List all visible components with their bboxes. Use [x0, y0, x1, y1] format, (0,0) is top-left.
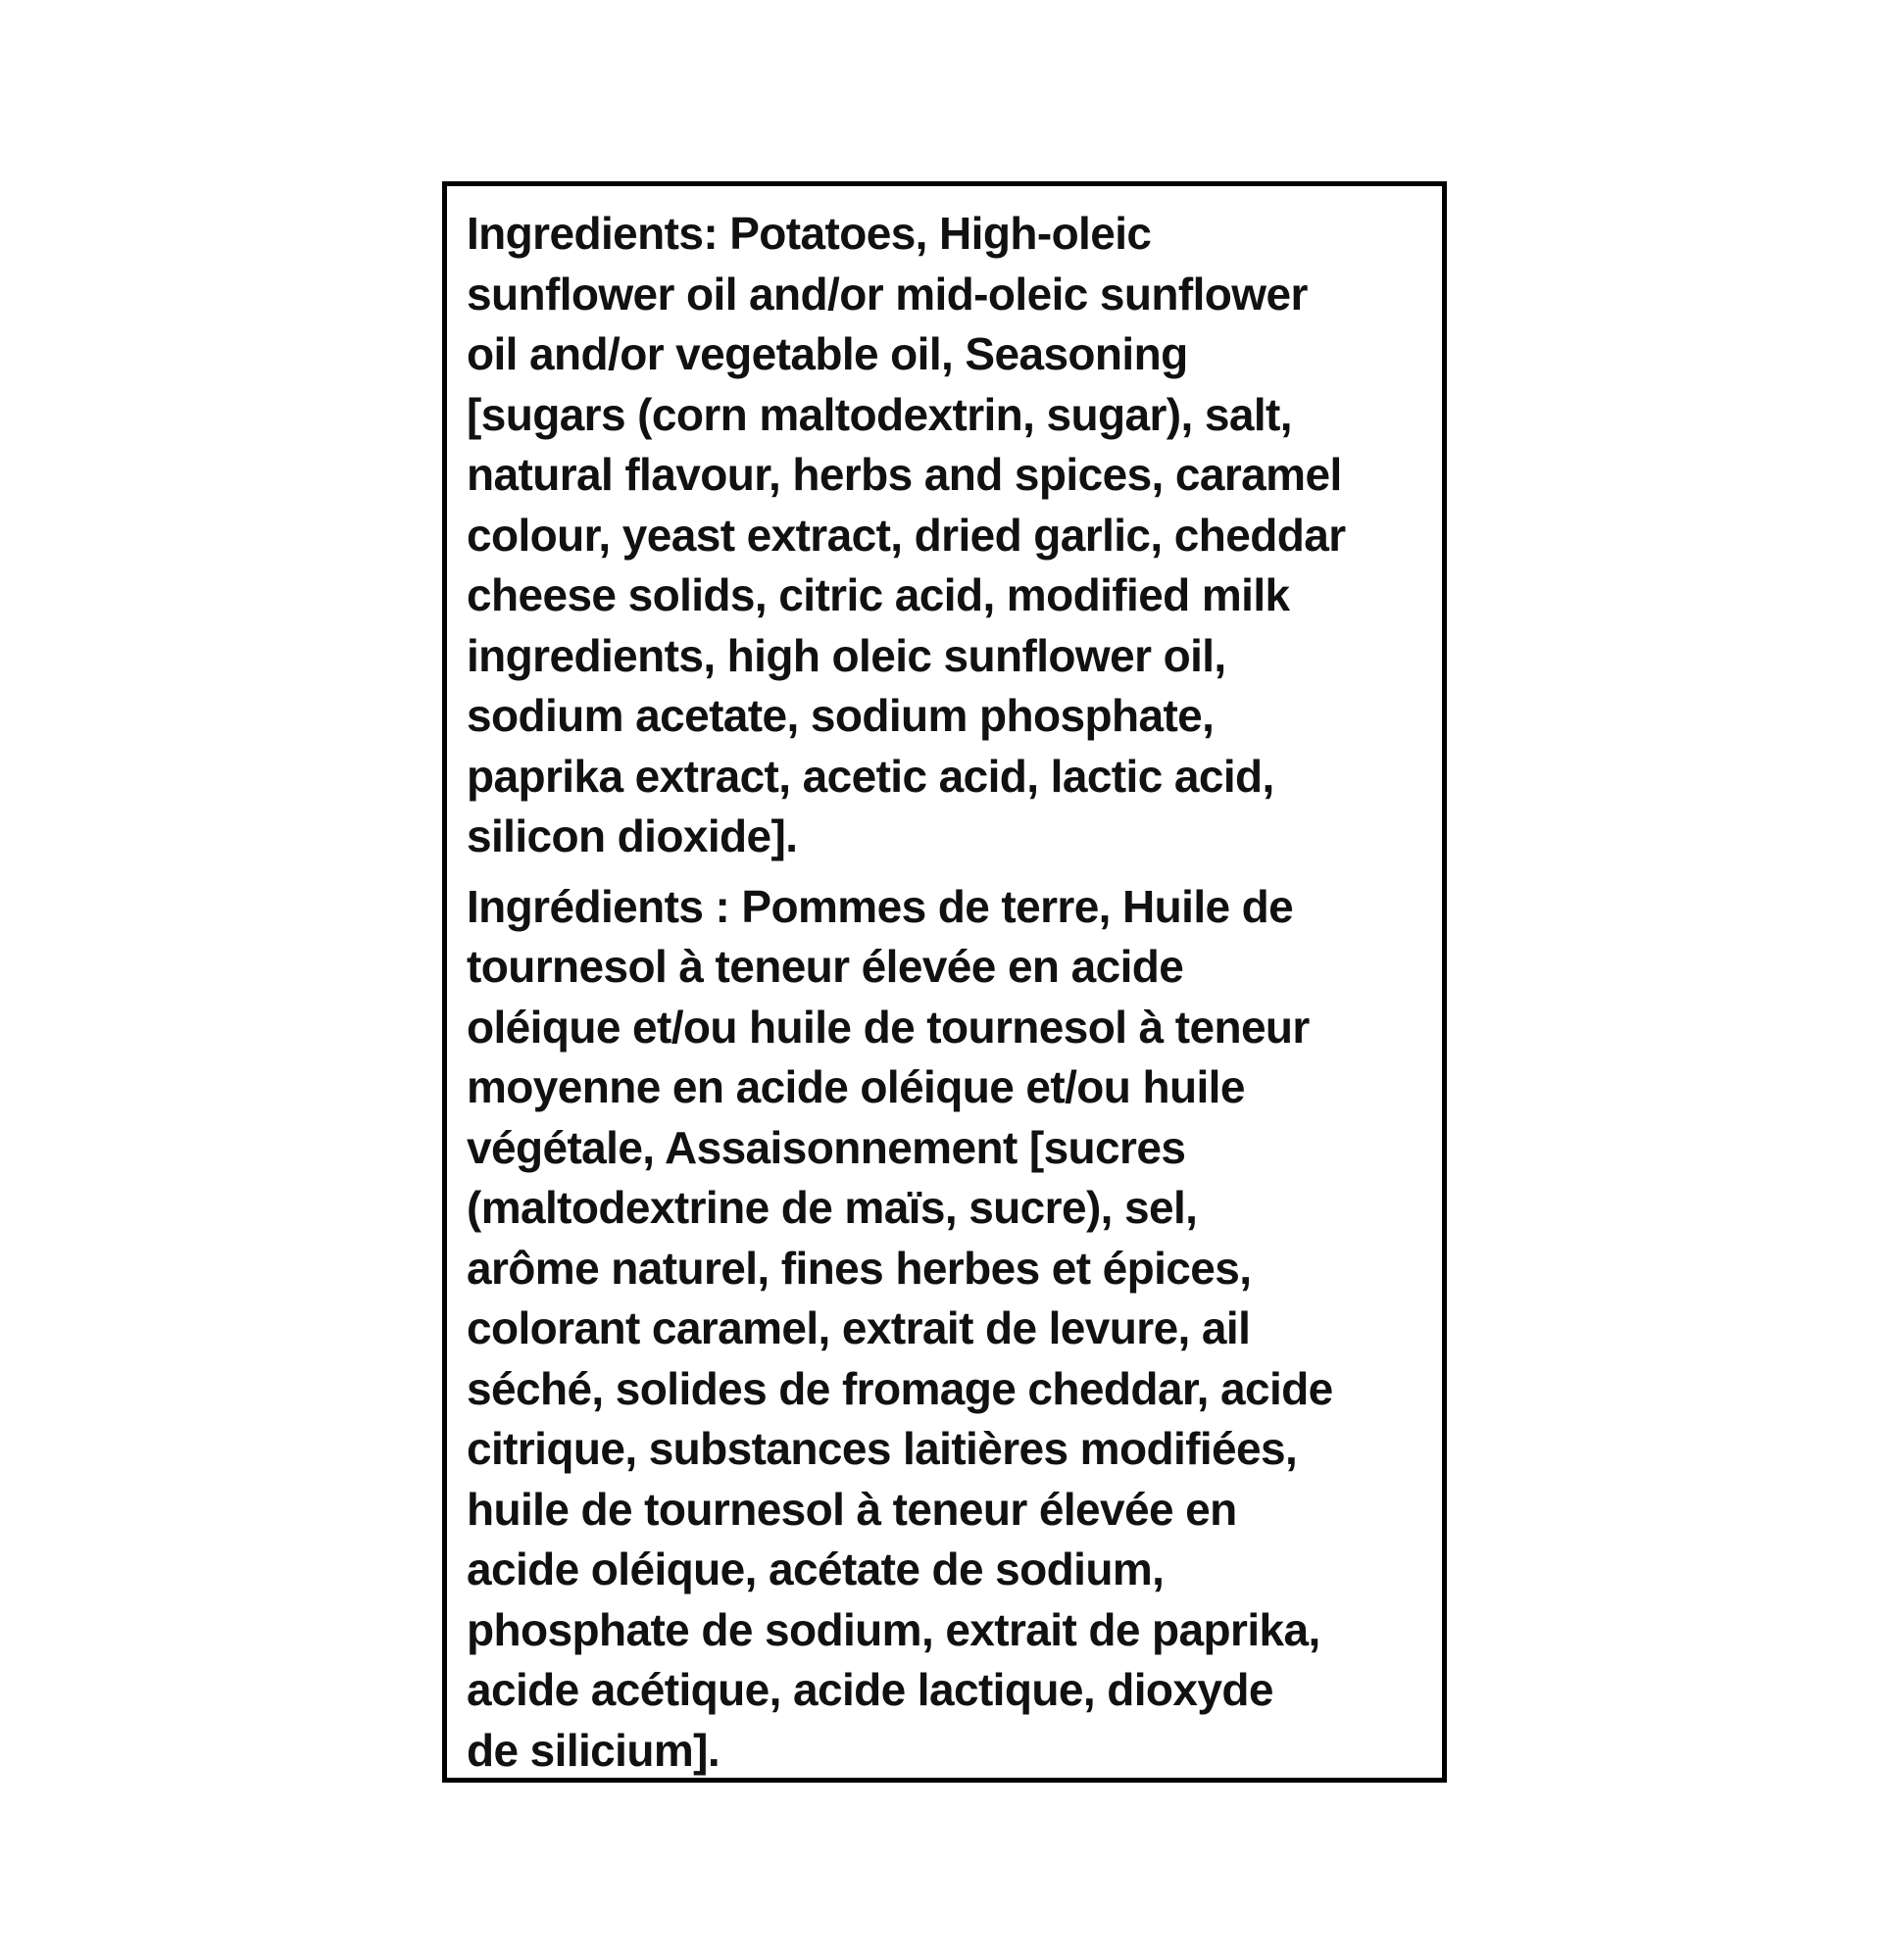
french-line: arôme naturel, fines herbes et épices,: [467, 1242, 1252, 1294]
french-line: acide oléique, acétate de sodium,: [467, 1544, 1165, 1594]
english-line: ingredients, high oleic sunflower oil,: [467, 629, 1226, 681]
french-line: végétale, Assaisonnement [sucres: [467, 1121, 1186, 1173]
english-line: silicon dioxide].: [467, 810, 798, 861]
english-line: sodium acetate, sodium phosphate,: [467, 690, 1215, 741]
english-line: cheese solids, citric acid, modified milk: [467, 569, 1290, 620]
english-line: [sugars (corn maltodextrin, sugar), salt,: [467, 388, 1292, 440]
french-line: colorant caramel, extrait de levure, ail: [467, 1302, 1251, 1353]
french-line: acide acétique, acide lactique, dioxyde: [467, 1664, 1273, 1715]
english-line: Ingredients: Potatoes, High-oleic: [467, 208, 1152, 259]
english-line: natural flavour, herbs and spices, caramel: [467, 449, 1342, 500]
english-ingredients: [467, 204, 1424, 867]
french-line: phosphate de sodium, extrait de paprika,: [467, 1603, 1320, 1655]
english-line: paprika extract, acetic acid, lactic acid,: [467, 750, 1274, 802]
french-line: oléique et/ou huile de tournesol à teneur: [467, 1001, 1310, 1053]
english-line: oil and/or vegetable oil, Seasoning: [467, 328, 1188, 379]
english-line: sunflower oil and/or mid-oleic sunflower: [467, 268, 1308, 319]
french-line: tournesol à teneur élevée en acide: [467, 941, 1184, 992]
french-ingredients: [467, 877, 1424, 1782]
french-line: citrique, substances laitières modifiées,: [467, 1423, 1298, 1474]
french-line: Ingrédients : Pommes de terre, Huile de: [467, 880, 1294, 932]
french-line: moyenne en acide oléique et/ou huile: [467, 1061, 1245, 1112]
french-line: de silicium].: [467, 1724, 720, 1776]
ingredients-label-box: [442, 181, 1447, 1783]
english-line: colour, yeast extract, dried garlic, cheddar: [467, 509, 1346, 561]
french-line: huile de tournesol à teneur élevée en: [467, 1483, 1237, 1535]
french-line: séché, solides de fromage cheddar, acide: [467, 1362, 1333, 1414]
french-line: (maltodextrine de maïs, sucre), sel,: [467, 1182, 1198, 1233]
